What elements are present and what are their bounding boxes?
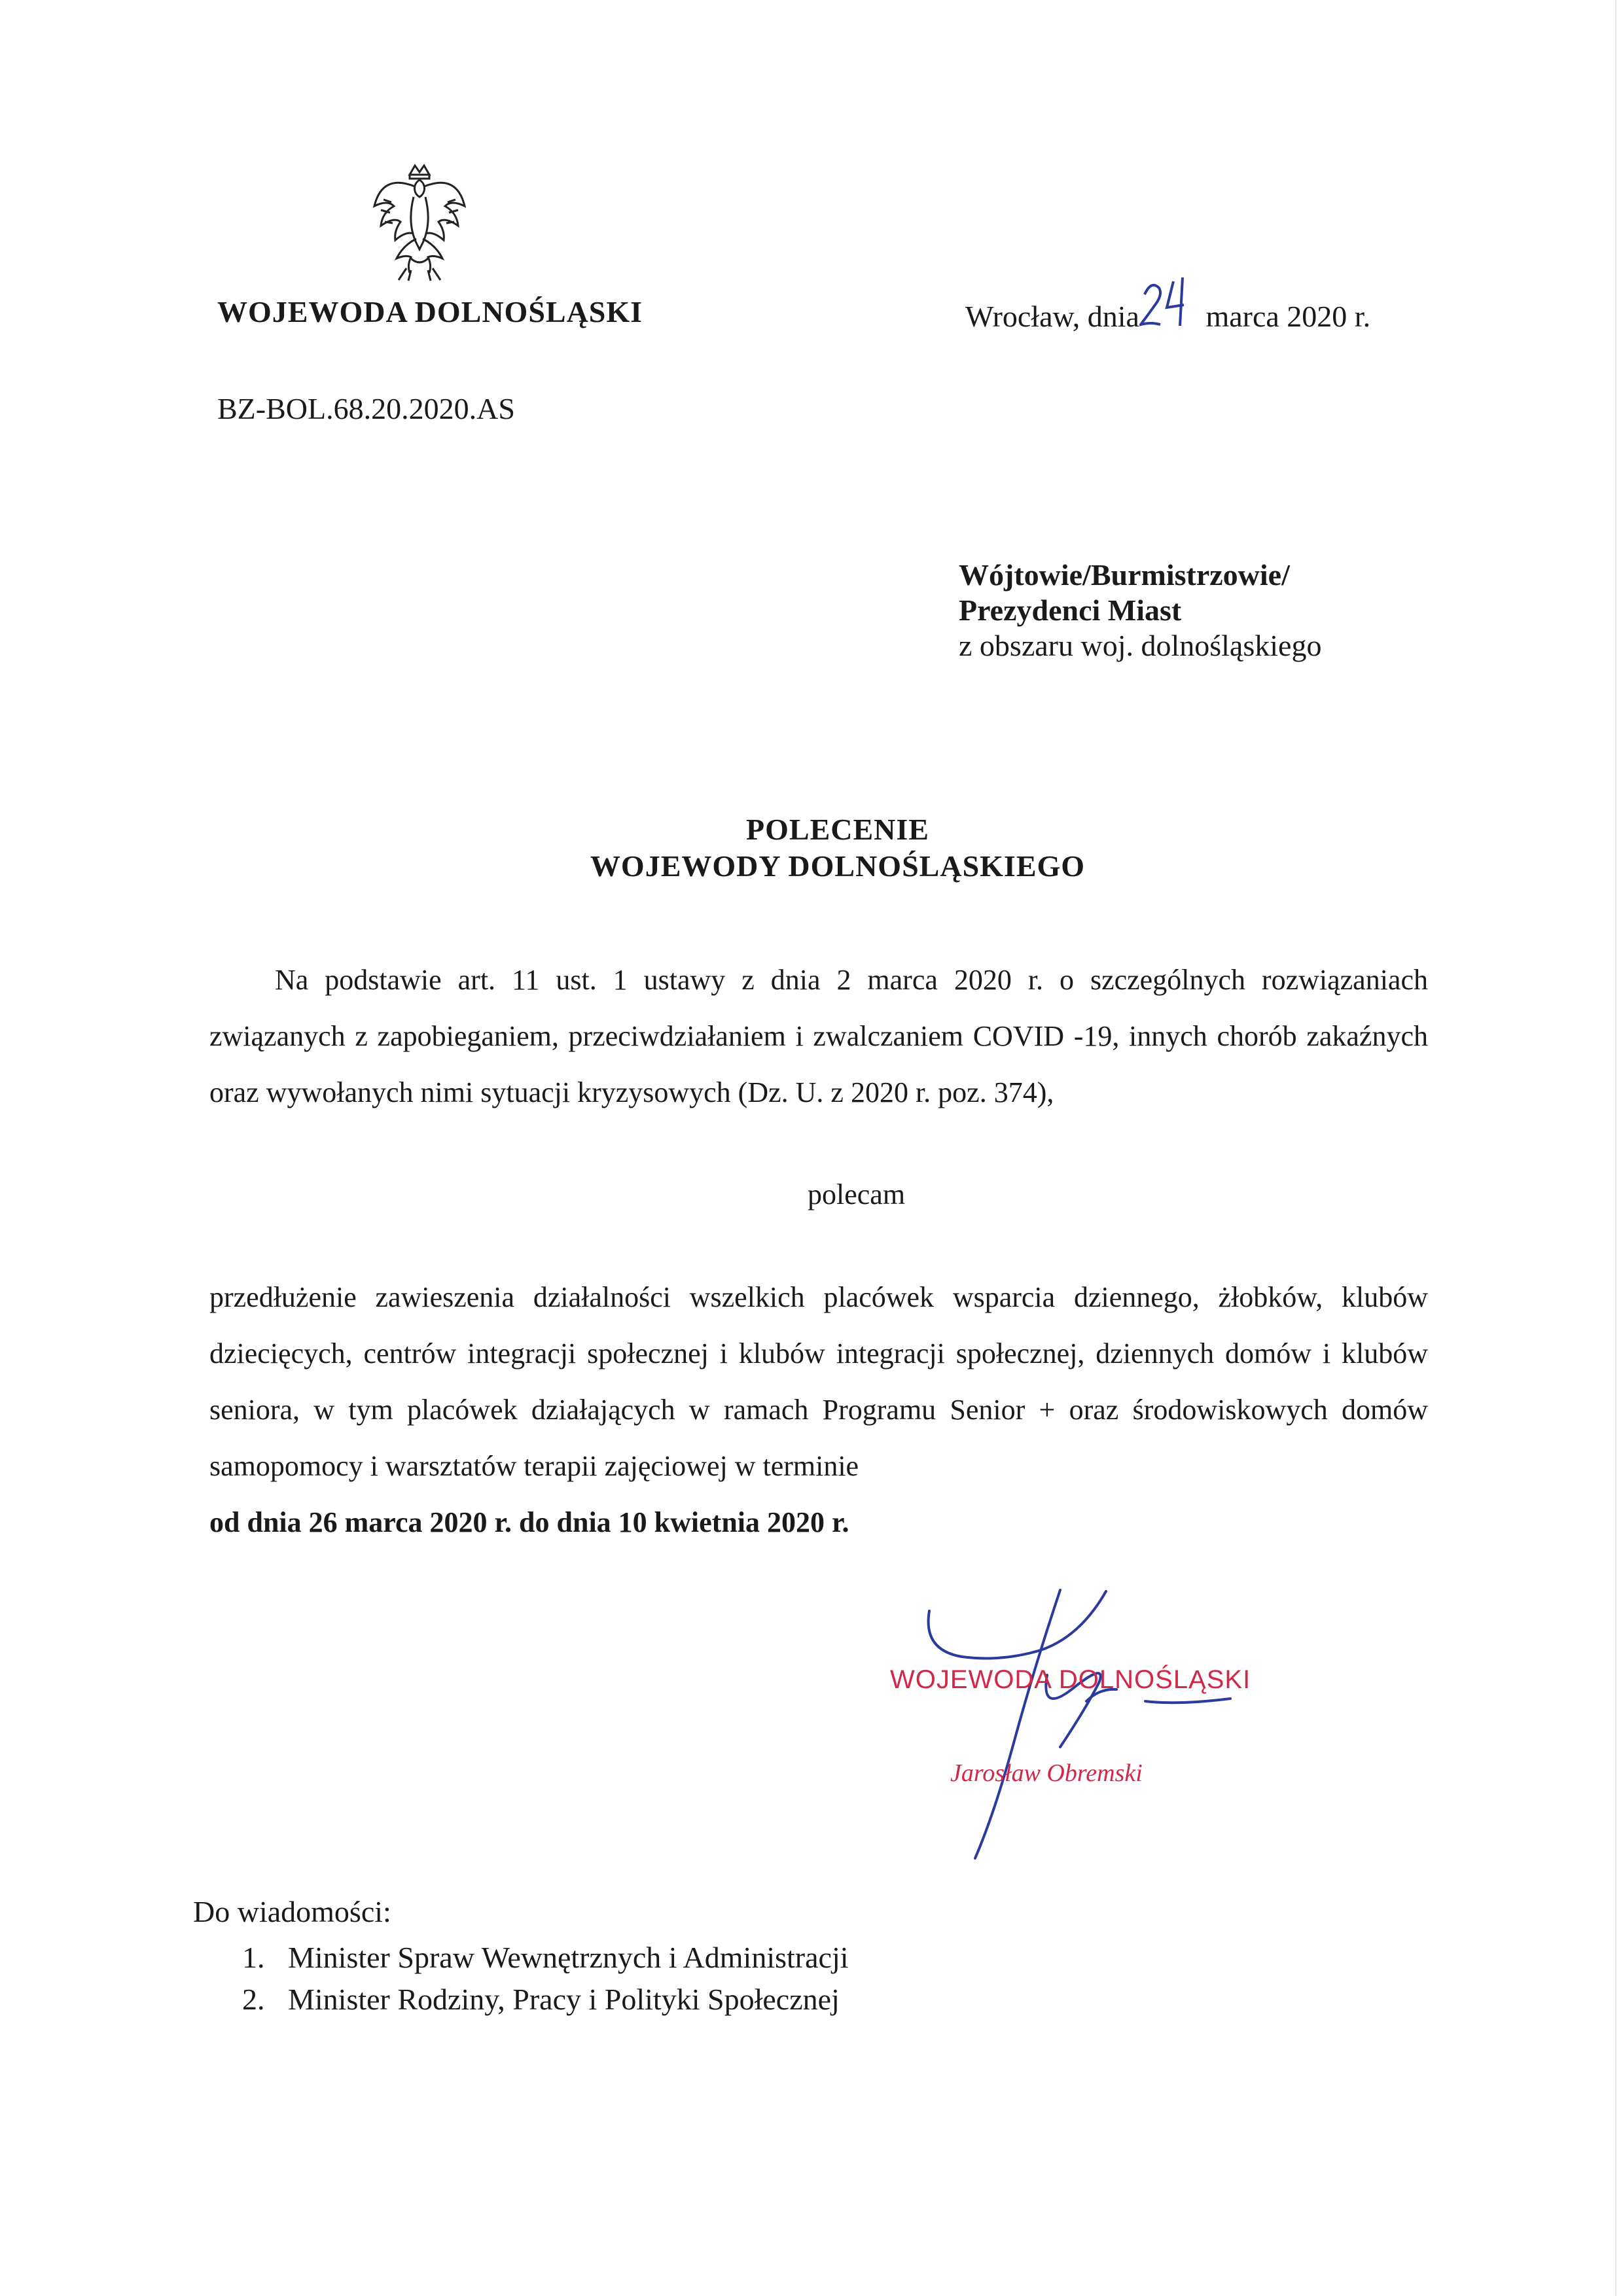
scan-edge-line: [1615, 0, 1616, 2296]
legal-basis-paragraph: Na podstawie art. 11 ust. 1 ustawy z dnia 2 marca 2020 r. o szczególnych rozwiązaniach związanych z zapobieganiem, przeciwdziałaniem i zwalczaniem COVID -19, innych chorób zakaźnych oraz wywołanych nimi sytuacji kryzysowych (Dz. U. z 2020 r. poz. 374),: [209, 964, 1428, 1108]
stamp-title: WOJEWODA DOLNOŚLĄSKI: [890, 1665, 1251, 1694]
order-text: przedłużenie zawieszenia działalności wszelkich placówek wsparcia dziennego, żłobków, klubów dziecięcych, centrów integracji społecznej i klubów integracji społecznej, dziennych domów i klubów seniora, w tym placówek działających w ramach Programu Senior + oraz środowiskowych domów samopomocy i warsztatów terapii zajęciowej w terminie: [209, 1281, 1428, 1482]
title-line-1: POLECENIE: [746, 813, 929, 846]
order-paragraph: [209, 1269, 1428, 1551]
addressee-line-3: z obszaru woj. dolnośląskiego: [959, 629, 1322, 662]
cc-item: [242, 1979, 849, 2021]
cc-title: Do wiadomości:: [193, 1895, 391, 1928]
cc-item-text: Minister Spraw Wewnętrznych i Administracji: [288, 1941, 849, 1974]
issuer-heading: WOJEWODA DOLNOŚLĄSKI: [217, 295, 643, 328]
cc-item-text: Minister Rodziny, Pracy i Polityki Społecznej: [288, 1983, 840, 2016]
handwritten-day: [1139, 294, 1198, 334]
date-suffix: marca 2020 r.: [1205, 300, 1371, 333]
cc-list: [242, 1937, 849, 2021]
addressee-line-2: Prezydenci Miast: [959, 593, 1182, 627]
stamp-name: Jarosław Obremski: [950, 1759, 1143, 1787]
handwritten-signature: [870, 1570, 1302, 1871]
document-title: [0, 811, 1623, 885]
polish-eagle-emblem-icon: [370, 160, 469, 285]
cc-item-number: 1.: [242, 1941, 265, 1974]
cc-item-number: 2.: [242, 1983, 265, 2016]
reference-number: BZ-BOL.68.20.2020.AS: [217, 392, 515, 425]
cc-item: [242, 1937, 849, 1979]
date-prefix: Wrocław, dnia: [965, 300, 1139, 333]
addressee-block: [959, 557, 1321, 663]
order-term: od dnia 26 marca 2020 r. do dnia 10 kwietnia 2020 r.: [209, 1506, 849, 1538]
title-line-2: WOJEWODY DOLNOŚLĄSKIEGO: [590, 849, 1086, 883]
polecam-word: polecam: [808, 1178, 906, 1210]
addressee-line-1: Wójtowie/Burmistrzowie/: [959, 558, 1290, 592]
date-line: [965, 294, 1370, 334]
